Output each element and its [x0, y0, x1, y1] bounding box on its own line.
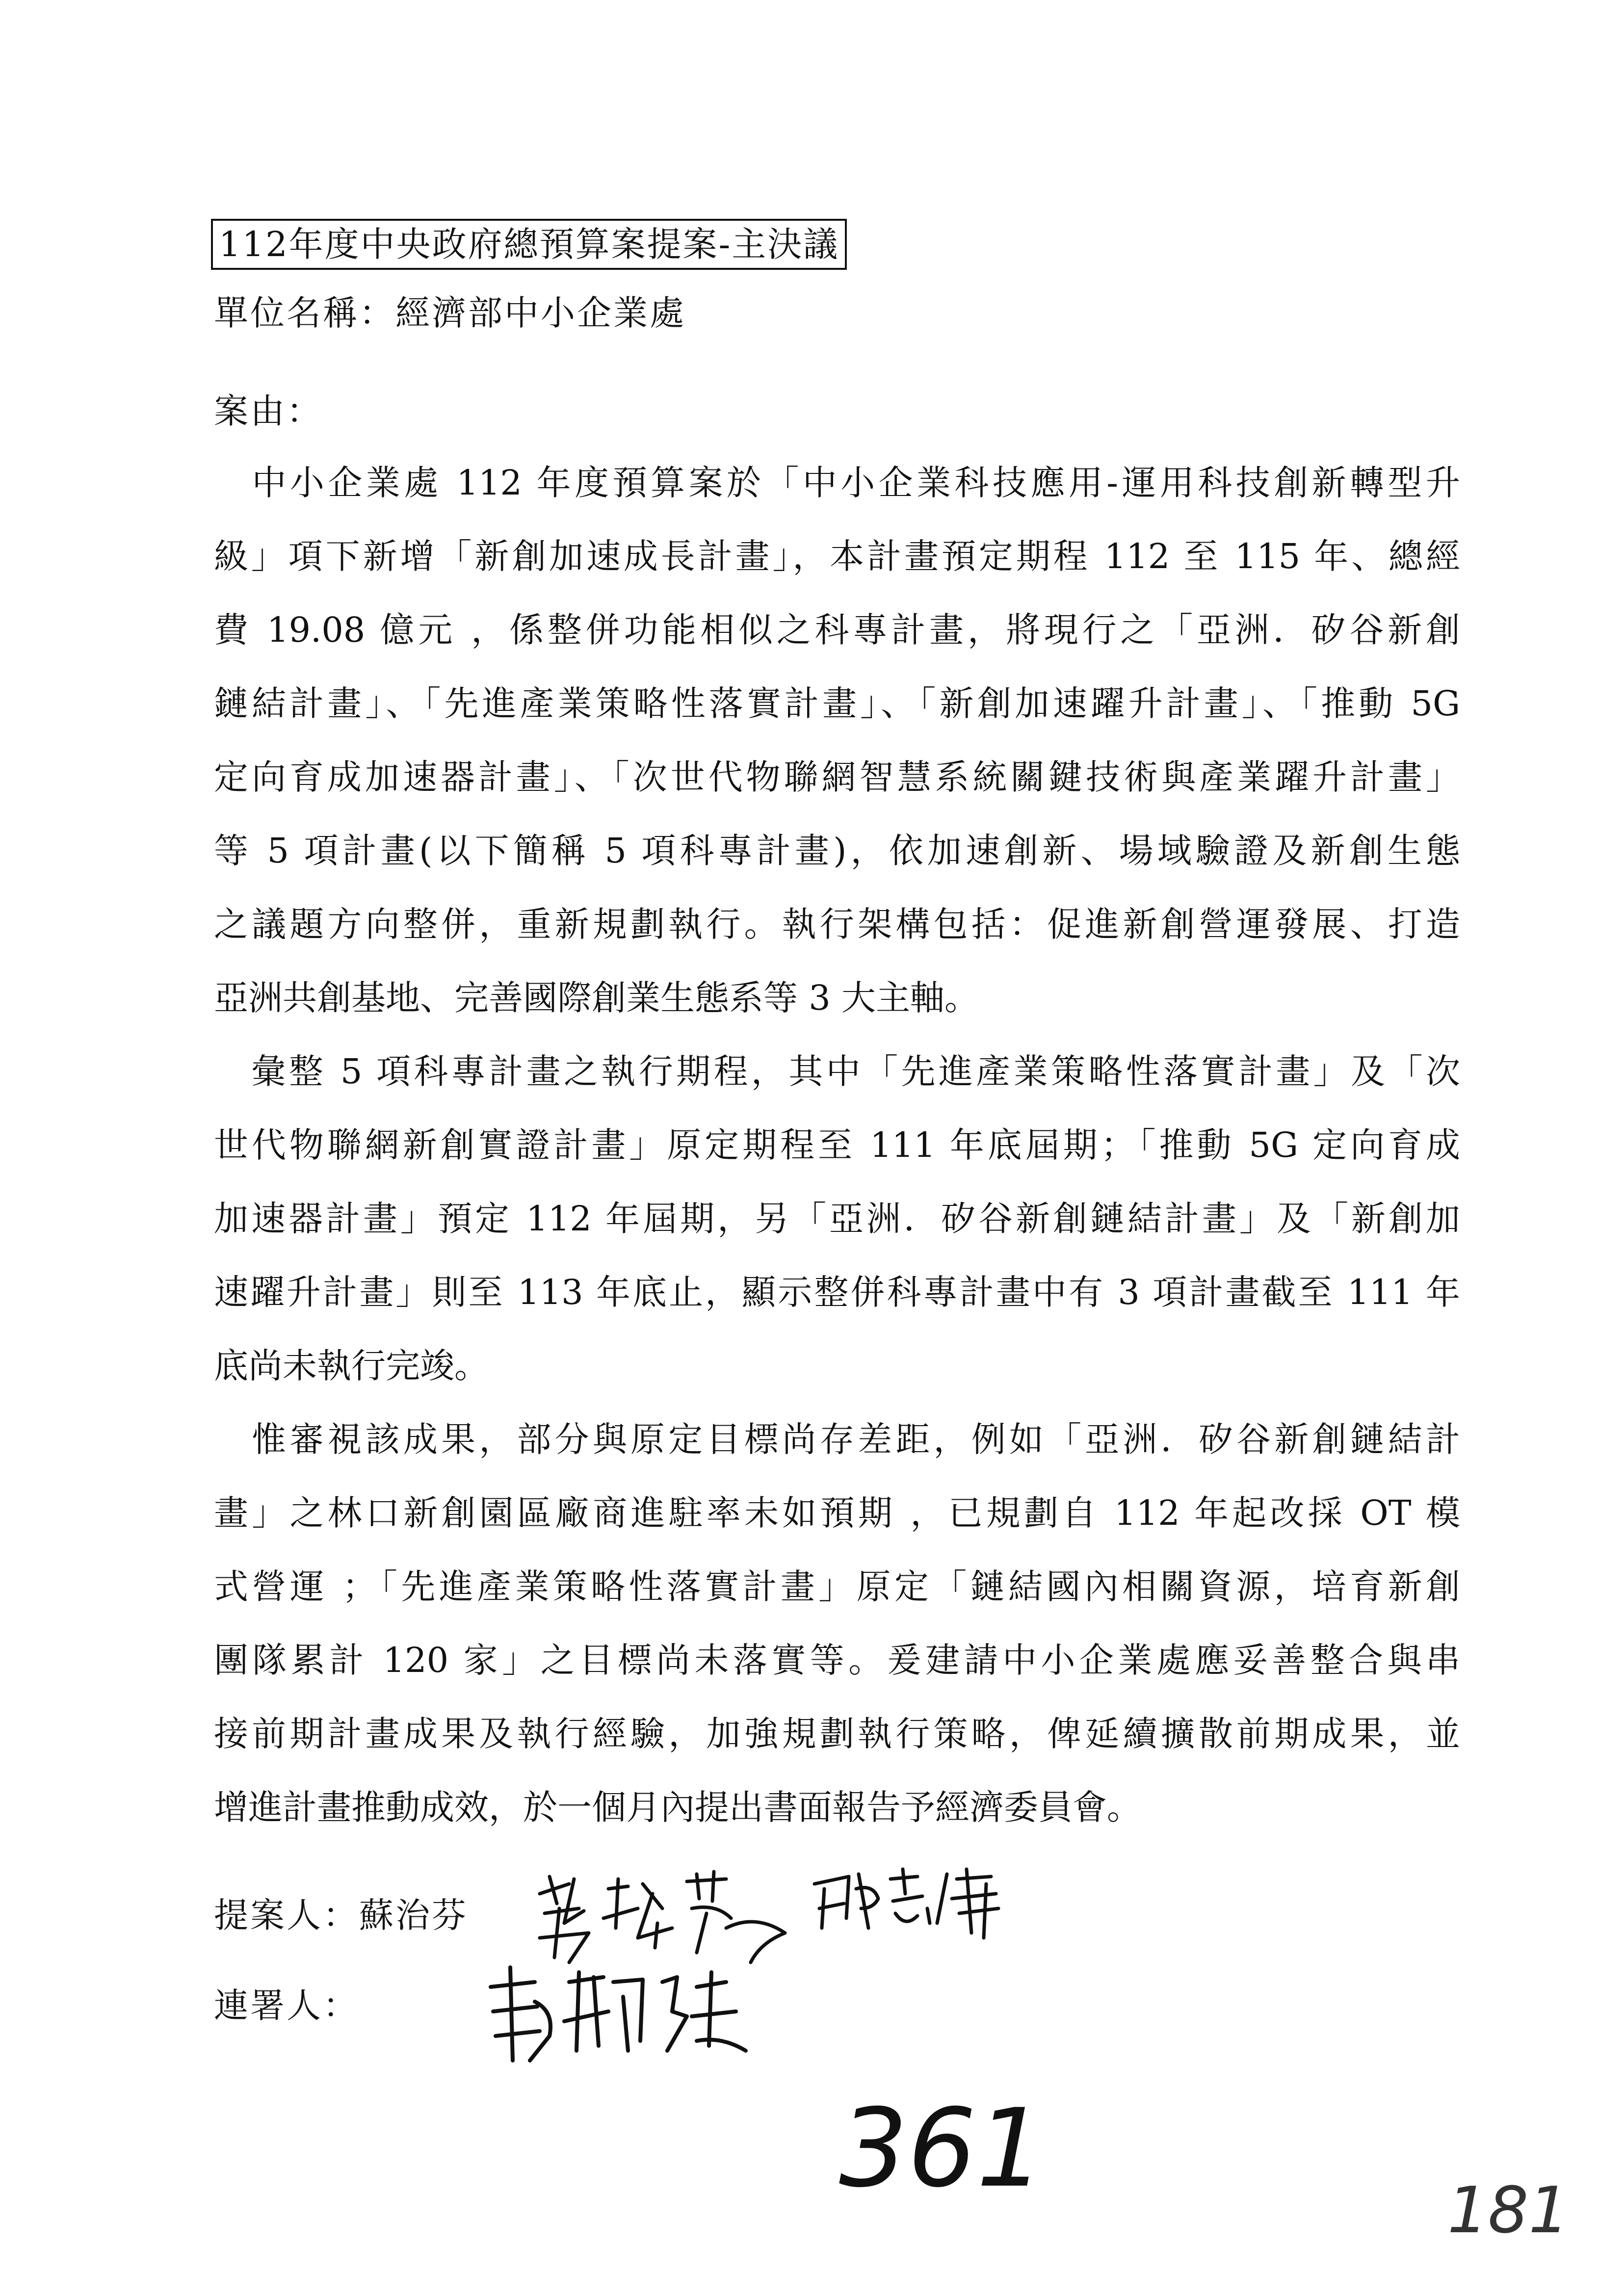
paragraph-1-line-3: 費 19.08 億元 ，係整併功能相似之科專計畫，將現行之「亞洲．矽谷新創 [214, 610, 1460, 650]
paragraph-2-line-1: 彙整 5 項科專計畫之執行期程，其中「先進產業策略性落實計畫」及「次 [214, 1051, 1460, 1092]
paragraph-1-line-2: 級」項下新增「新創加速成長計畫」，本計畫預定期程 112 至 115 年、總經 [214, 536, 1460, 576]
paragraph-3-line-2: 畫」之林口新創園區廠商進駐率未如預期 ，已規劃自 112 年起改採 OT 模 [214, 1493, 1460, 1533]
handwritten-number-361-image [834, 2086, 1045, 2211]
paragraph-1-line-6: 等 5 項計畫(以下簡稱 5 項科專計畫)，依加速創新、場域驗證及新創生態 [214, 831, 1460, 871]
handwritten-number-361 [834, 2086, 1045, 2211]
handwritten-page-number-image [1442, 2168, 1570, 2247]
signature-chiu-chih-wei-image [805, 1854, 1011, 1943]
signature-lai-jui-lung [481, 1953, 756, 2070]
paragraph-1-line-7: 之議題方向整併，重新規劃執行。執行架構包括：促進新創營運發展、打造 [214, 904, 1460, 944]
page-number-text: 181 [1447, 2173, 1570, 2247]
handwritten-number-361-text: 361 [839, 2086, 1045, 2211]
paragraph-3-line-4: 團隊累計 120 家」之目標尚未落實等。爰建請中小企業處應妥善整合與串 [214, 1640, 1460, 1680]
document-title-box [211, 219, 847, 270]
document-title: 112年度中央政府總預算案提案-主決議 [219, 224, 839, 264]
cosigner-label: 連署人： [214, 1985, 359, 2026]
paragraph-1-line-5: 定向育成加速器計畫」、「次世代物聯網智慧系統關鍵技術與產業躍升計畫」 [214, 757, 1460, 797]
unit-name: 單位名稱：經濟部中小企業處 [214, 293, 686, 333]
reason-label: 案由： [214, 391, 323, 431]
paragraph-3-line-5: 接前期計畫成果及執行經驗，加強規劃執行策略，俾延續擴散前期成果，並 [214, 1714, 1460, 1754]
paragraph-1-line-4: 鏈結計畫」、「先進產業策略性落實計畫」、「新創加速躍升計畫」、「推動 5G [214, 683, 1460, 724]
paragraph-2-line-3: 加速器計畫」預定 112 年屆期，另「亞洲．矽谷新創鏈結計畫」及「新創加 [214, 1199, 1460, 1239]
paragraph-3-line-6: 增進計畫推動成效，於一個月內提出書面報告予經濟委員會。 [214, 1787, 1141, 1827]
paragraph-2-line-4: 速躍升計畫」則至 113 年底止，顯示整併科專計畫中有 3 項計畫截至 111 年 [214, 1272, 1460, 1312]
signature-lai-jui-lung-image [481, 1953, 756, 2070]
paragraph-1-line-8: 亞洲共創基地、完善國際創業生態系等 3 大主軸。 [214, 978, 979, 1018]
paragraph-2-line-2: 世代物聯網新創實證計畫」原定期程至 111 年底屆期；「推動 5G 定向育成 [214, 1125, 1460, 1165]
paragraph-3-line-1: 惟審視該成果，部分與原定目標尚存差距，例如「亞洲．矽谷新創鏈結計 [214, 1419, 1460, 1460]
paragraph-2-line-5: 底尚未執行完竣。 [214, 1346, 489, 1386]
paragraph-3-line-3: 式營運 ；「先進產業策略性落實計畫」原定「鏈結國內相關資源，培育新創 [214, 1566, 1460, 1607]
paragraph-1-line-1: 中小企業處 112 年度預算案於「中小企業科技應用-運用科技創新轉型升 [214, 463, 1460, 503]
proposer-line: 提案人：蘇治芬 [214, 1895, 468, 1935]
handwritten-page-number [1442, 2168, 1570, 2247]
signature-chiu-chih-wei [805, 1854, 1011, 1943]
